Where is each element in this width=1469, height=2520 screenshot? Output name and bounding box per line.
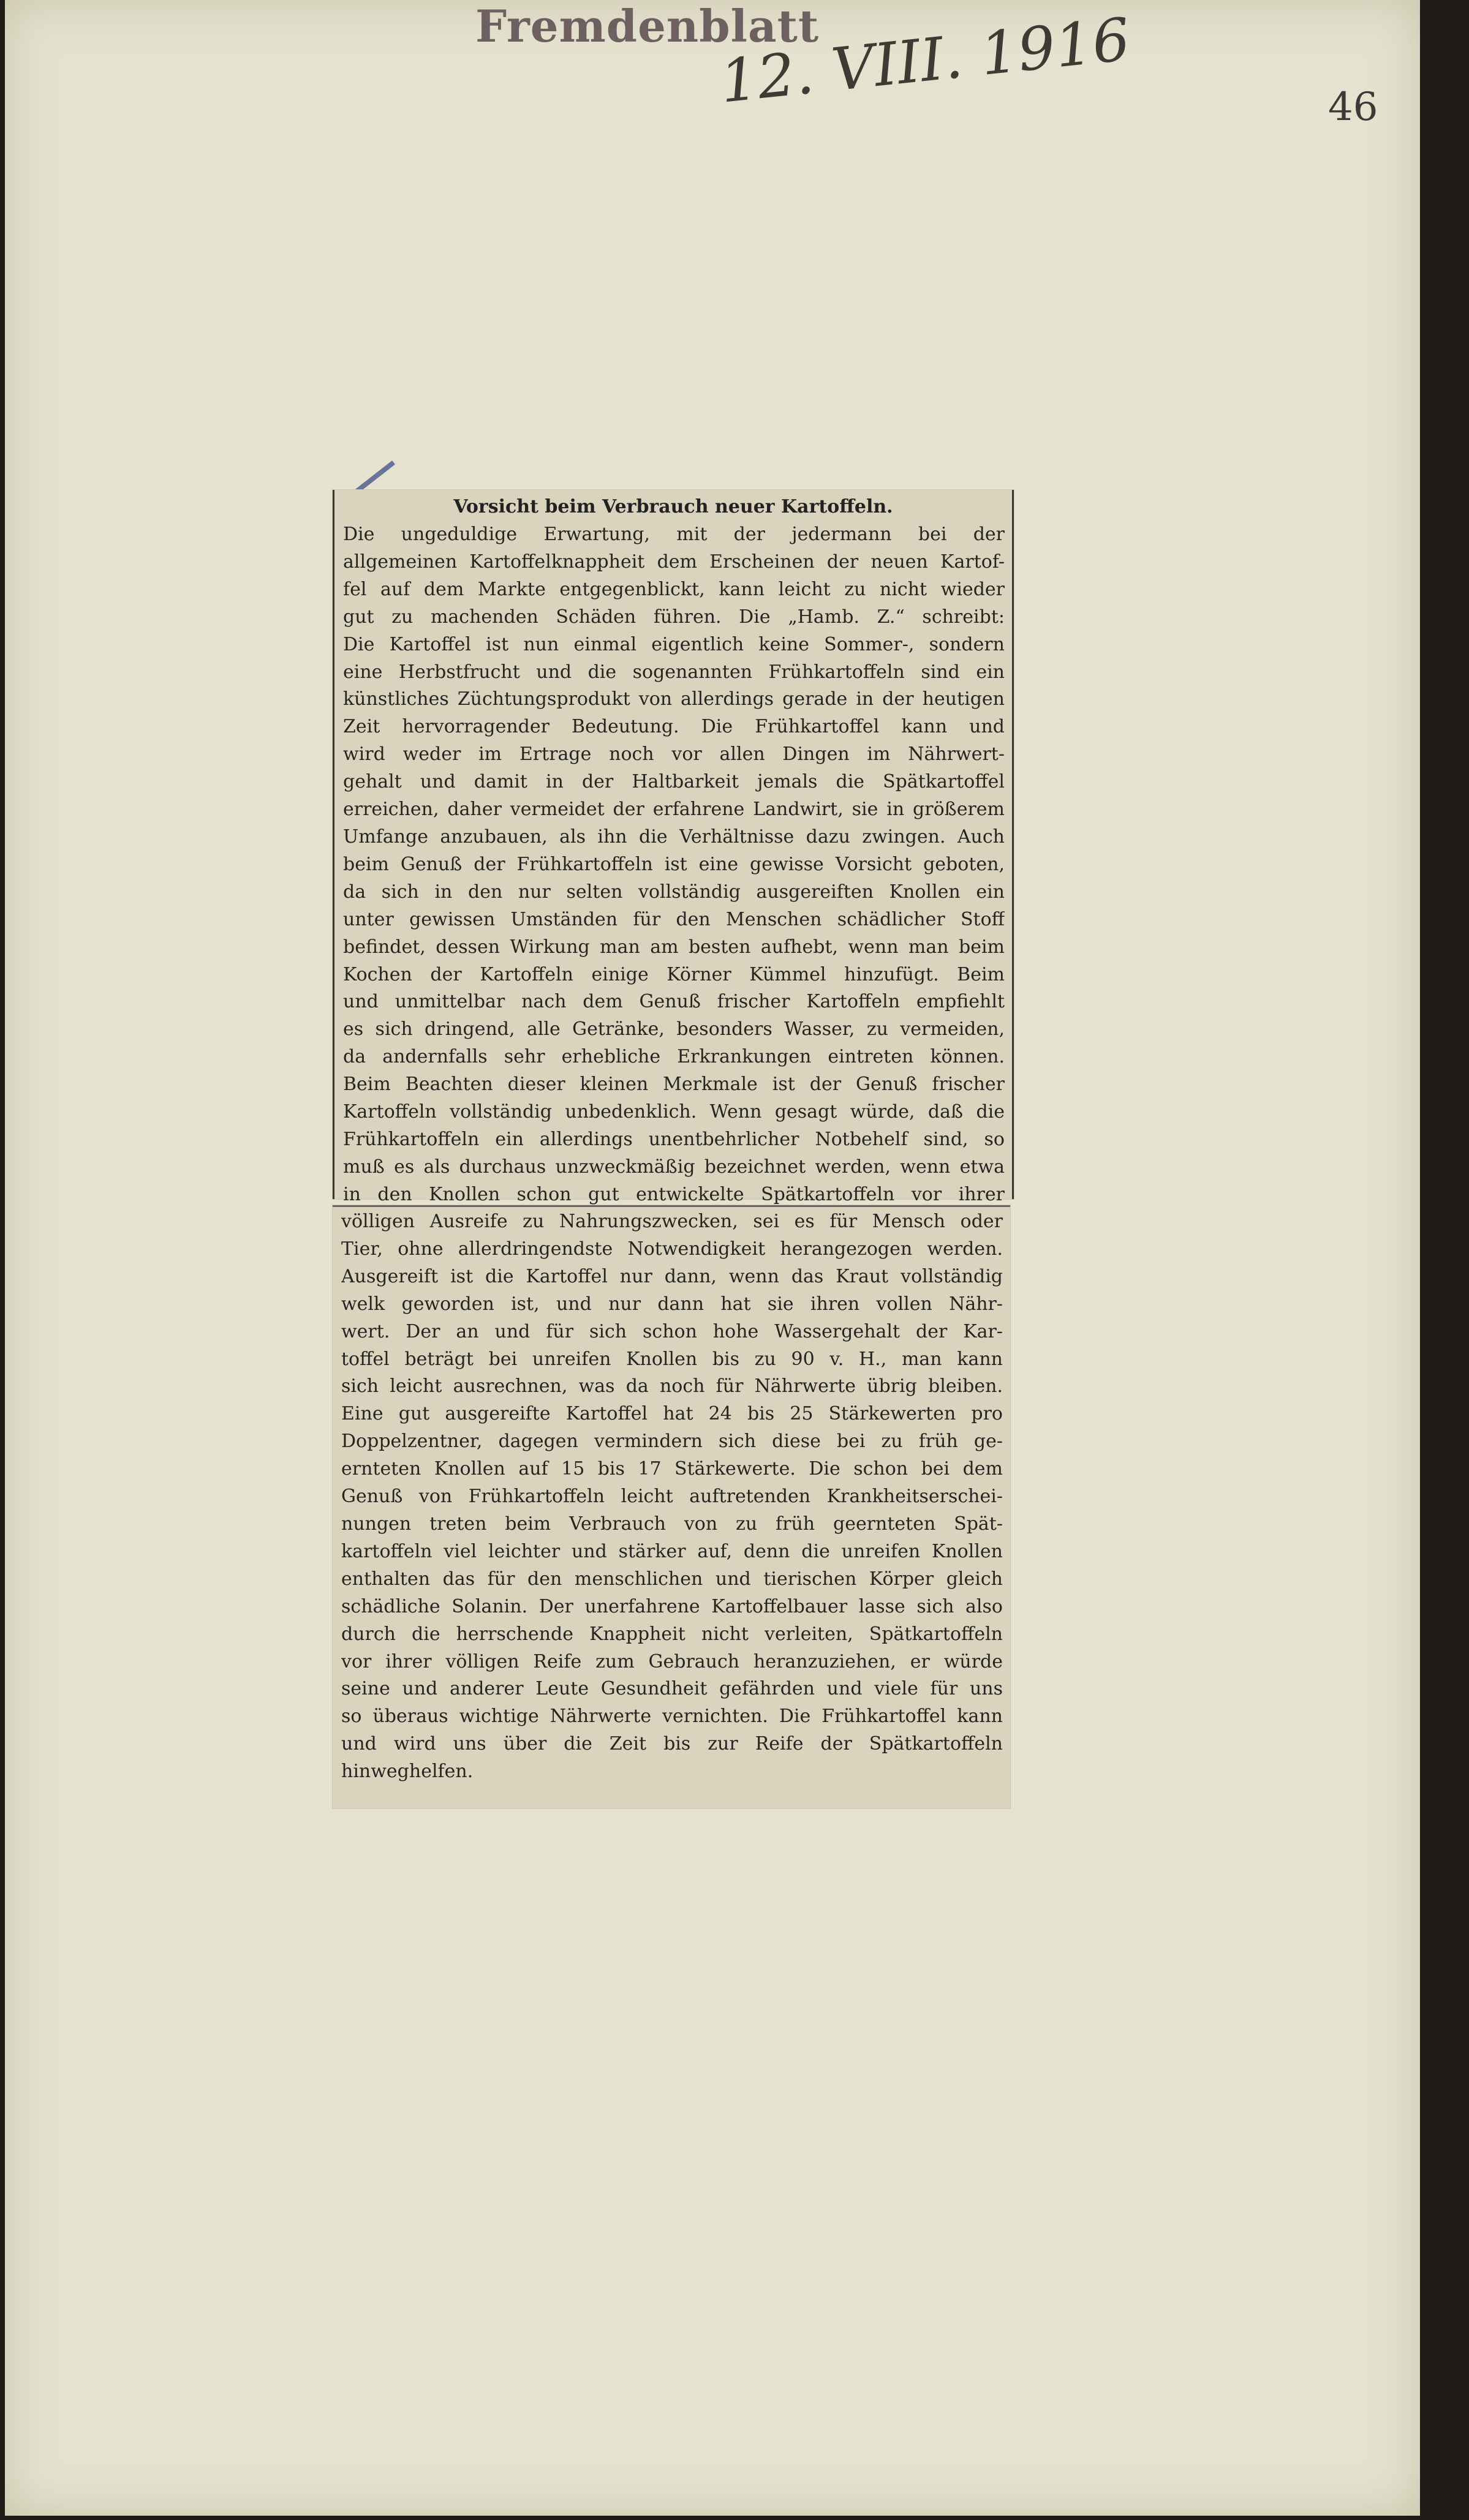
article-line: durch die herrschende Knappheit nicht verleiten, Spätkartoffeln — [341, 1623, 1003, 1645]
article-line: vor ihrer völligen Reife zum Gebrauch heranzuziehen, er würde — [341, 1650, 1003, 1672]
article-line: Kartoffeln vollständig unbedenklich. Wenn gesagt würde, daß die — [343, 1101, 1005, 1123]
article-line: eine Herbstfrucht und die sogenannten Frühkartoffeln sind ein — [343, 661, 1005, 683]
article-line: beim Genuß der Frühkartoffeln ist eine gewisse Vorsicht geboten, — [343, 853, 1005, 875]
article-line: hinweghelfen. — [341, 1761, 474, 1783]
article-line: wird weder im Ertrage noch vor allen Dingen im Nährwert- — [343, 743, 1005, 765]
article-line: Beim Beachten dieser kleinen Merkmale ist der Genuß frischer — [343, 1074, 1005, 1096]
article-line: nungen treten beim Verbrauch von zu früh geernteten Spät- — [341, 1513, 1003, 1535]
article-line: erreichen, daher vermeidet der erfahrene Landwirt, sie in größerem — [343, 799, 1005, 821]
article-body-part-1 — [334, 521, 1012, 1209]
article-line: schädliche Solanin. Der unerfahrene Kartoffelbauer lasse sich also — [341, 1595, 1003, 1617]
article-line: Kochen der Kartoffeln einige Körner Kümmel hinzufügt. Beim — [343, 963, 1005, 985]
article-line: unter gewissen Umständen für den Menschen schädlicher Stoff — [343, 908, 1005, 930]
article-line: da sich in den nur selten vollständig ausgereiften Knollen ein — [343, 881, 1005, 903]
article-line: so überaus wichtige Nährwerte vernichten. Die Frühkartoffel kann — [341, 1706, 1003, 1728]
article-line: befindet, dessen Wirkung man am besten aufhebt, wenn man beim — [343, 936, 1005, 958]
article-line: und wird uns über die Zeit bis zur Reife der Spätkartoffeln — [341, 1733, 1003, 1755]
article-line: allgemeinen Kartoffelknappheit dem Erscheinen der neuen Kartof- — [343, 551, 1005, 573]
article-line: Die Kartoffel ist nun einmal eigentlich keine Sommer-, sondern — [343, 633, 1005, 655]
article-line: in den Knollen schon gut entwickelte Spätkartoffeln vor ihrer — [343, 1183, 1005, 1205]
article-line: Ausgereift ist die Kartoffel nur dann, wenn das Kraut vollständig — [341, 1265, 1003, 1287]
article-line: fel auf dem Markte entgegenblickt, kann leicht zu nicht wieder — [343, 578, 1005, 600]
article-line: Die ungeduldige Erwartung, mit der jedermann bei der — [343, 524, 1005, 545]
article-line: Doppelzentner, dagegen vermindern sich diese bei zu früh ge- — [341, 1431, 1003, 1453]
handwritten-date: 12. VIII. 1916 — [717, 5, 1133, 116]
archive-sheet — [5, 0, 1420, 2516]
clipping-part-1 — [333, 490, 1014, 1205]
article-line: und unmittelbar nach dem Genuß frischer Kartoffeln empfiehlt — [343, 991, 1005, 1013]
article-line: es sich dringend, alle Getränke, besonders Wasser, zu vermeiden, — [343, 1018, 1005, 1040]
clipping-part-2 — [333, 1205, 1010, 1808]
article-line: Zeit hervorragender Bedeutung. Die Frühkartoffel kann und — [343, 716, 1005, 738]
newspaper-stamp: Fremdenblatt — [475, 0, 820, 52]
article-line: toffel beträgt bei unreifen Knollen bis zu 90 v. H., man kann — [341, 1348, 1003, 1370]
article-body-part-2 — [333, 1207, 1010, 1786]
article-line: kartoffeln viel leichter und stärker auf, denn die unreifen Knollen — [341, 1540, 1003, 1562]
article-headline: Vorsicht beim Verbrauch neuer Kartoffeln. — [453, 496, 893, 517]
article-line: Eine gut ausgereifte Kartoffel hat 24 bis 25 Stärkewerten pro — [341, 1403, 1003, 1425]
article-line: muß es als durchaus unzweckmäßig bezeichnet werden, wenn etwa — [343, 1156, 1005, 1178]
article-line: gut zu machenden Schäden führen. Die „Hamb. Z.“ schreibt: — [343, 606, 1005, 628]
article-line: enthalten das für den menschlichen und tierischen Körper gleich — [341, 1568, 1003, 1590]
article-line: gehalt und damit in der Haltbarkeit jemals die Spätkartoffel — [343, 771, 1005, 793]
page-number: 46 — [1328, 85, 1378, 130]
article-line: welk geworden ist, und nur dann hat sie ihren vollen Nähr- — [341, 1293, 1003, 1315]
article-line: Genuß von Frühkartoffeln leicht auftretenden Krankheitserschei- — [341, 1486, 1003, 1508]
article-line: wert. Der an und für sich schon hohe Wassergehalt der Kar- — [341, 1320, 1003, 1342]
article-line: völligen Ausreife zu Nahrungszwecken, sei es für Mensch oder — [341, 1211, 1003, 1232]
article-line: sich leicht ausrechnen, was da noch für Nährwerte übrig bleiben. — [341, 1375, 1003, 1397]
article-line: Frühkartoffeln ein allerdings unentbehrlicher Notbehelf sind, so — [343, 1128, 1005, 1150]
article-line: Umfange anzubauen, als ihn die Verhältnisse dazu zwingen. Auch — [343, 826, 1005, 848]
article-line: seine und anderer Leute Gesundheit gefährden und viele für uns — [341, 1678, 1003, 1700]
article-line: Tier, ohne allerdringendste Notwendigkeit herangezogen werden. — [341, 1238, 1003, 1260]
article-line: ernteten Knollen auf 15 bis 17 Stärkewerte. Die schon bei dem — [341, 1458, 1003, 1480]
article-line: da andernfalls sehr erhebliche Erkrankungen eintreten können. — [343, 1046, 1005, 1068]
article-line: künstliches Züchtungsprodukt von allerdings gerade in der heutigen — [343, 688, 1005, 710]
